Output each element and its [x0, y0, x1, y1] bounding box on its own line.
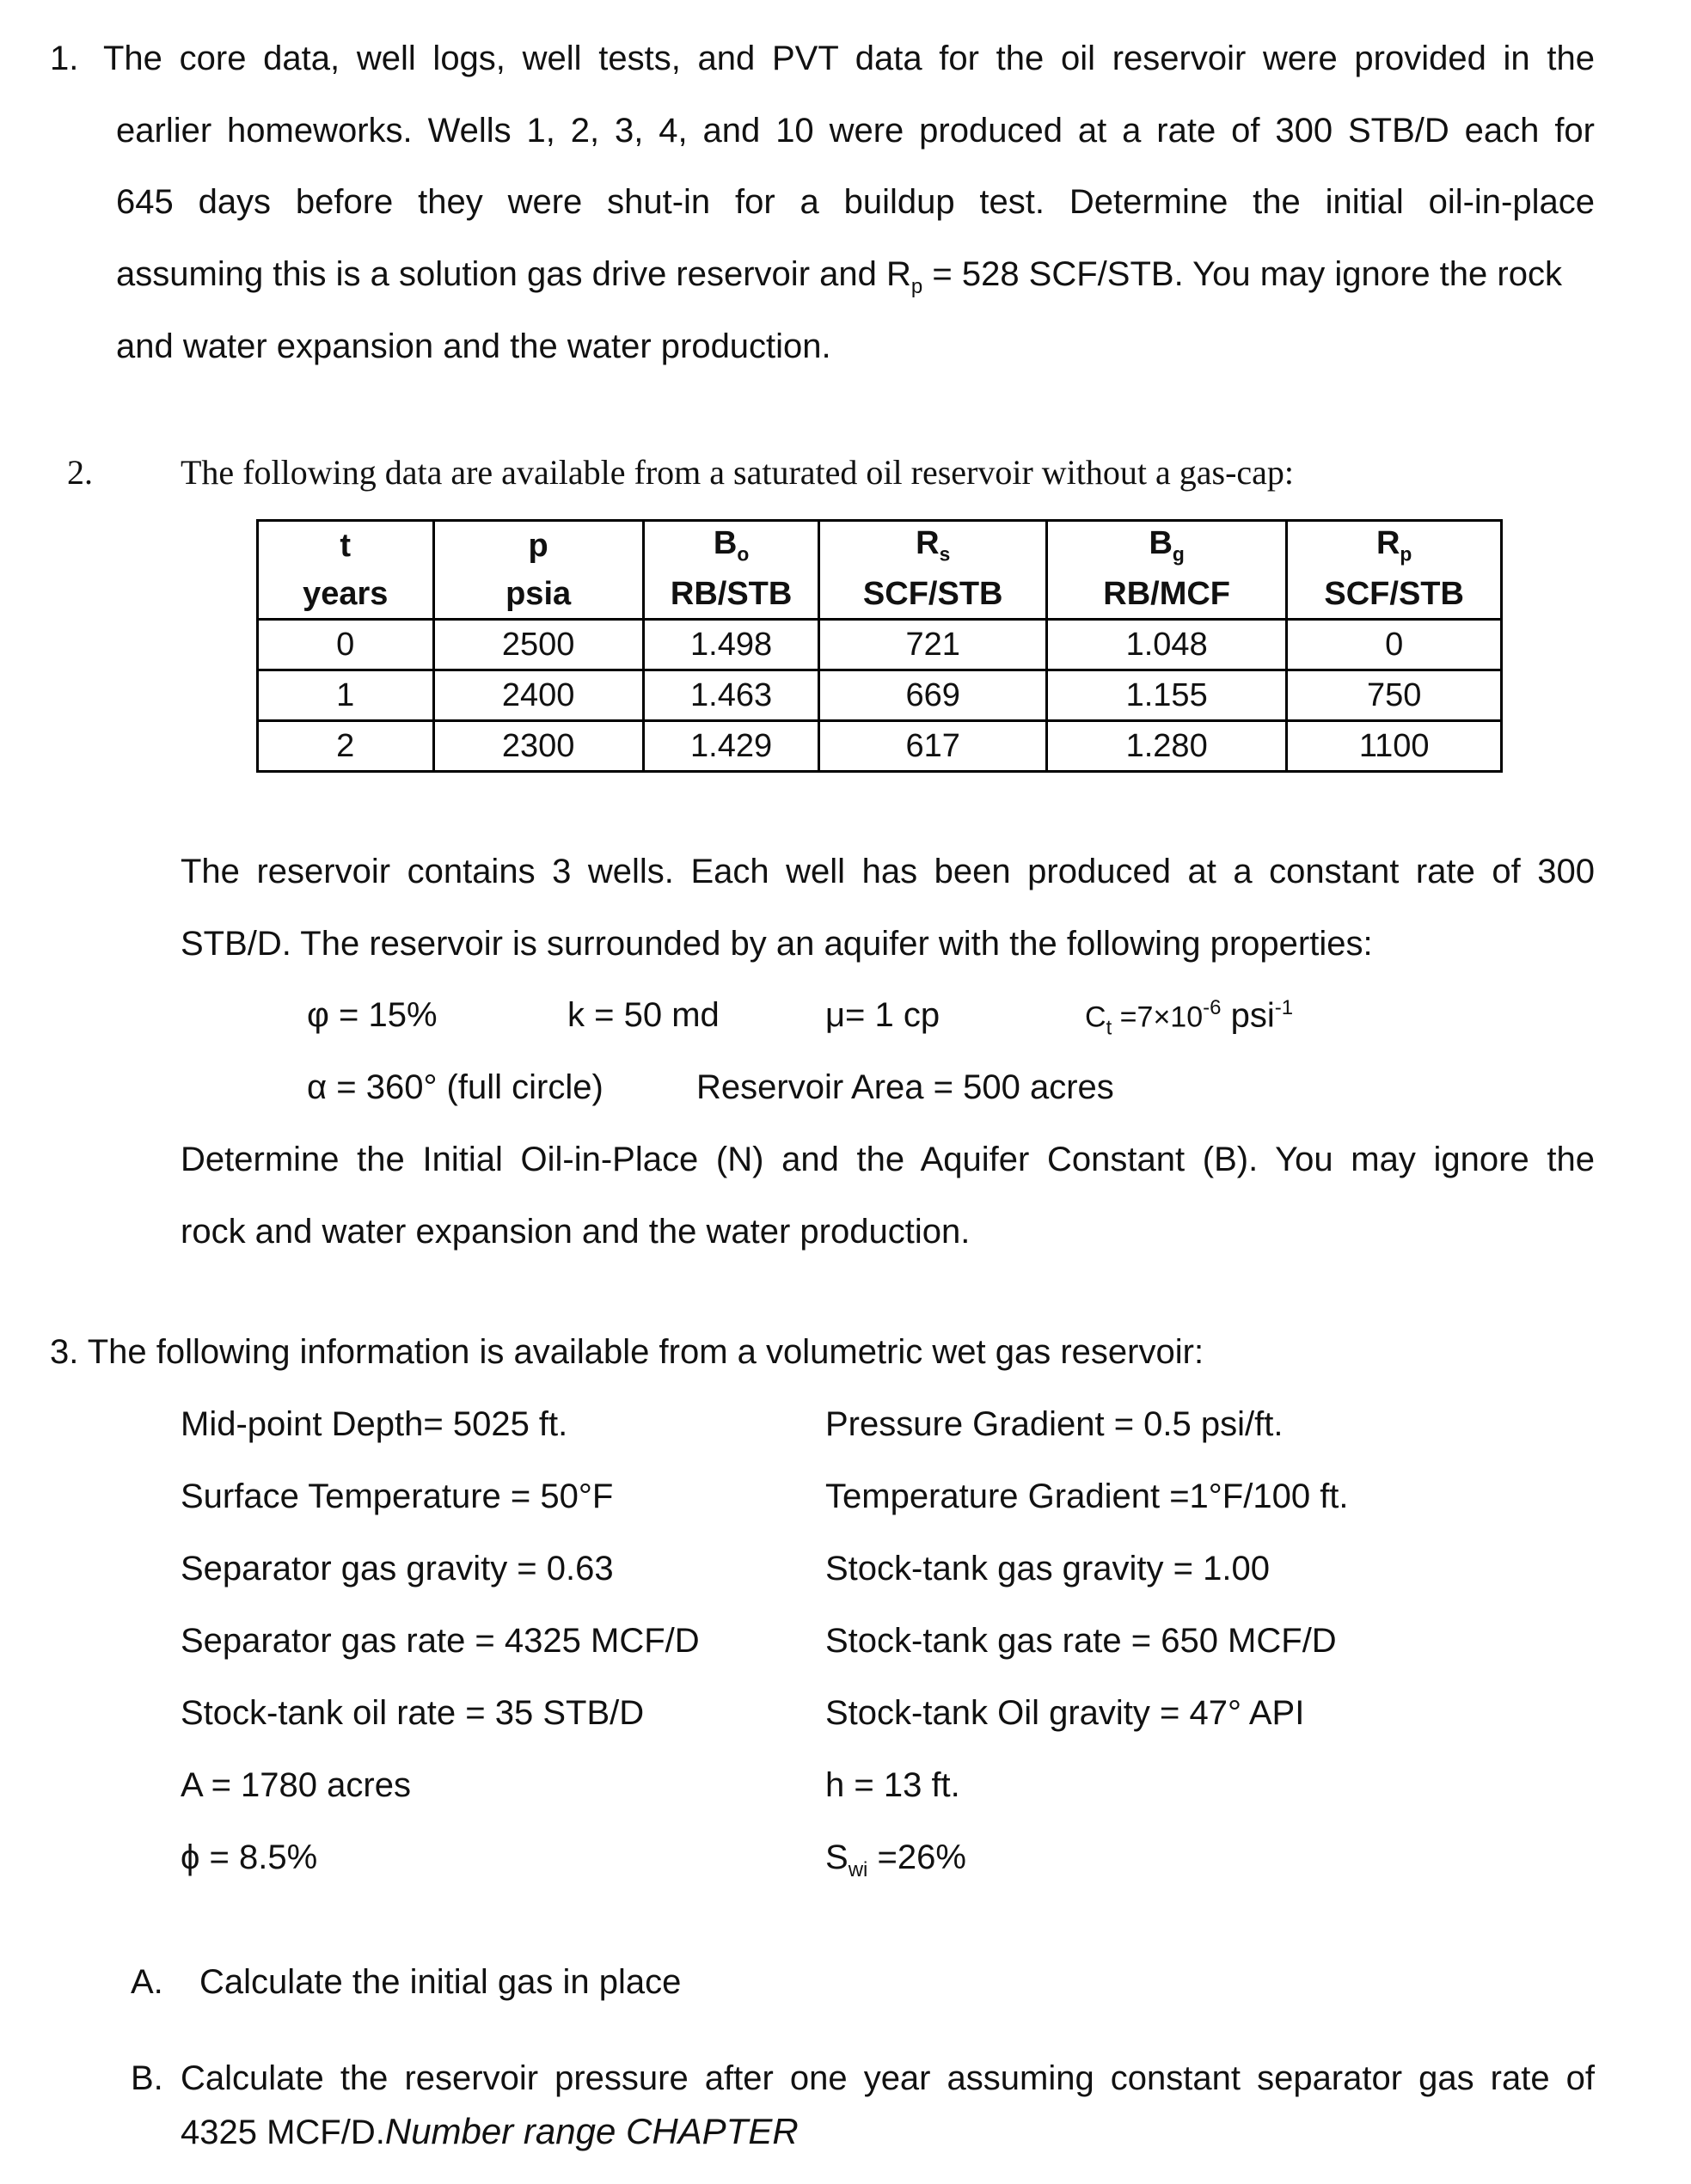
header-cell: $R_p$ — [1287, 521, 1502, 571]
q1-line-1: The core data, well logs, well tests, and PVT data for the oil reservoir were provided in the — [103, 40, 1595, 77]
table-cell: 2300 — [433, 721, 643, 772]
q3-left-item: Surface Temperature = 50°F — [181, 1477, 614, 1515]
q3-right-item: h = 13 ft. — [825, 1766, 960, 1804]
q3-left-item: ϕ = 8.5% — [181, 1838, 318, 1876]
q1-line-4: assuming this is a solution gas drive reservoir and $R_p = 528$ SCF/STB. You may ignore the rock — [116, 255, 1562, 298]
q1-line-2: earlier homeworks. Wells 1, 2, 3, 4, and 10 were produced at a rate of 300 STB/D each for — [116, 112, 1595, 150]
table-cell: 1.048 — [1046, 620, 1286, 670]
table-cell: 1.280 — [1046, 721, 1286, 772]
unit-cell: SCF/STB — [1287, 570, 1502, 620]
q2-para2-line-2: rock and water expansion and the water production. — [181, 1213, 971, 1251]
unit-cell: SCF/STB — [819, 570, 1047, 620]
q2-para1-line-2: STB/D. The reservoir is surrounded by an aquifer with the following properties: — [181, 925, 1373, 963]
q3-swi: $S_{wi} =26\%$ — [825, 1838, 966, 1881]
table-row — [258, 620, 1502, 670]
q3-right-item: Pressure Gradient = 0.5 psi/ft. — [825, 1405, 1284, 1443]
table-cell: 2 — [258, 721, 434, 772]
header-cell: $B_g$ — [1046, 521, 1286, 571]
table-row — [258, 670, 1502, 721]
q3-left-item: Mid-point Depth= 5025 ft. — [181, 1405, 568, 1443]
table-cell: 2500 — [433, 620, 643, 670]
q3-right-item: Stock-tank gas rate = 650 MCF/D — [825, 1622, 1337, 1660]
table-cell: 1.429 — [643, 721, 819, 772]
q2-intro: The following data are available from a saturated oil reservoir without a gas-cap: — [181, 453, 1295, 492]
aquifer-viscosity: μ= 1 cp — [825, 996, 940, 1034]
part-b-label: B. — [131, 2059, 163, 2097]
table-cell: 669 — [819, 670, 1047, 721]
trailing-artifact-text: Number range CHAPTER — [384, 2111, 799, 2151]
q3-left-item: Stock-tank oil rate = 35 STB/D — [181, 1694, 645, 1732]
aquifer-compressibility: $C_t =7\times 10^{-6}$ psi$^{-1}$ — [1085, 996, 1294, 1040]
q1-number: 1. — [50, 40, 79, 77]
header-cell: t — [258, 521, 434, 571]
q1-line-5: and water expansion and the water production. — [116, 327, 831, 365]
q3-right-item: Temperature Gradient =1°F/100 ft. — [825, 1477, 1349, 1515]
table-cell: 1 — [258, 670, 434, 721]
unit-cell: RB/STB — [643, 570, 819, 620]
unit-cell: years — [258, 570, 434, 620]
q2-para2-line-1: Determine the Initial Oil-in-Place (N) and the Aquifer Constant (B). You may ignore the — [181, 1141, 1595, 1178]
unit-cell: RB/MCF — [1046, 570, 1286, 620]
table-cell: 2400 — [433, 670, 643, 721]
q2-para1-line-1: The reservoir contains 3 wells. Each well has been produced at a constant rate of 300 — [181, 853, 1595, 890]
table-cell: 1.463 — [643, 670, 819, 721]
table-cell: 0 — [1287, 620, 1502, 670]
q3-left-item: Separator gas gravity = 0.63 — [181, 1550, 614, 1588]
q1-line-3: 645 days before they were shut-in for a buildup test. Determine the initial oil-in-place — [116, 183, 1595, 221]
reservoir-area: Reservoir Area = 500 acres — [696, 1068, 1114, 1106]
pvt-table — [256, 519, 1503, 773]
table-cell: 1100 — [1287, 721, 1502, 772]
table-header-row — [258, 521, 1502, 571]
part-b-line-2: 4325 MCF/D.Number range CHAPTER — [181, 2111, 799, 2151]
q3-left-item: A = 1780 acres — [181, 1766, 411, 1804]
q3-right-item: Stock-tank gas gravity = 1.00 — [825, 1550, 1270, 1588]
aquifer-permeability: k = 50 md — [567, 996, 720, 1034]
table-unit-row — [258, 570, 1502, 620]
part-a-label: A. — [131, 1963, 163, 2001]
header-cell: $R_s$ — [819, 521, 1047, 571]
q2-number: 2. — [67, 453, 93, 492]
table-cell: 721 — [819, 620, 1047, 670]
header-cell: $B_o$ — [643, 521, 819, 571]
part-a-text: Calculate the initial gas in place — [199, 1963, 682, 2001]
table-row — [258, 721, 1502, 772]
header-cell: p — [433, 521, 643, 571]
table-cell: 617 — [819, 721, 1047, 772]
q3-intro: 3. The following information is available from a volumetric wet gas reservoir: — [50, 1333, 1204, 1371]
part-b-line-1: Calculate the reservoir pressure after one year assuming constant separator gas rate of — [181, 2059, 1595, 2097]
aquifer-angle: α = 360° (full circle) — [307, 1068, 603, 1106]
table-cell: 750 — [1287, 670, 1502, 721]
table-cell: 1.155 — [1046, 670, 1286, 721]
unit-cell: psia — [433, 570, 643, 620]
aquifer-porosity: φ = 15% — [307, 996, 438, 1034]
q3-right-item: Stock-tank Oil gravity = 47° API — [825, 1694, 1305, 1732]
table-cell: 1.498 — [643, 620, 819, 670]
q3-left-item: Separator gas rate = 4325 MCF/D — [181, 1622, 700, 1660]
table-cell: 0 — [258, 620, 434, 670]
